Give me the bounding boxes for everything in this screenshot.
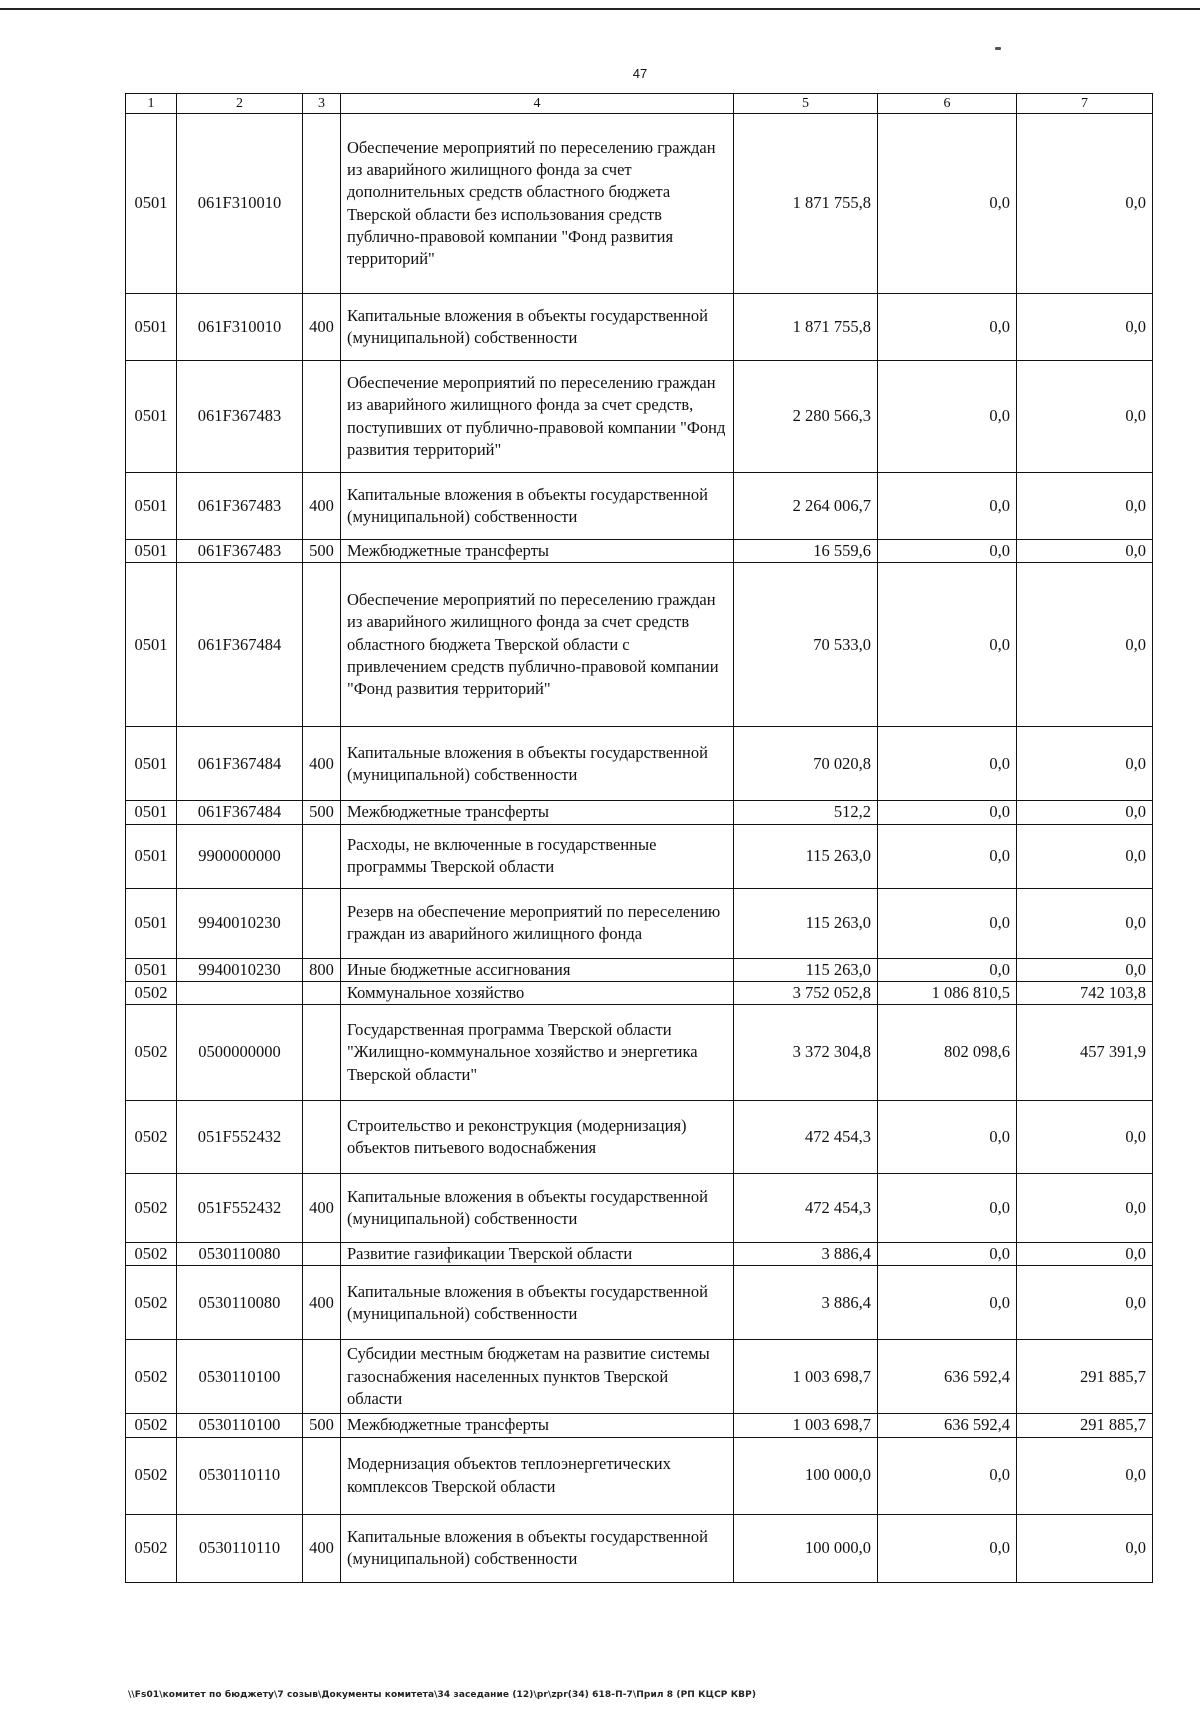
amount-col7-cell: 0,0 bbox=[1017, 361, 1153, 473]
section-code-cell: 0502 bbox=[126, 1340, 177, 1414]
amount-col6-cell: 0,0 bbox=[878, 958, 1017, 981]
amount-col7-cell: 0,0 bbox=[1017, 958, 1153, 981]
amount-col6-cell: 0,0 bbox=[878, 1266, 1017, 1340]
table-row bbox=[126, 801, 1153, 824]
expense-type-code-cell bbox=[303, 824, 341, 888]
description-cell: Капитальные вложения в объекты государственной (муниципальной) собственности bbox=[341, 1514, 734, 1582]
amount-col5-cell: 512,2 bbox=[734, 801, 878, 824]
target-article-code-cell: 9940010230 bbox=[177, 958, 303, 981]
section-code-cell: 0502 bbox=[126, 1005, 177, 1101]
table-row bbox=[126, 294, 1153, 361]
section-code-cell: 0502 bbox=[126, 1174, 177, 1243]
description-cell: Капитальные вложения в объекты государственной (муниципальной) собственности bbox=[341, 473, 734, 540]
table-row bbox=[126, 1243, 1153, 1266]
description-cell: Капитальные вложения в объекты государственной (муниципальной) собственности bbox=[341, 294, 734, 361]
amount-col6-cell: 636 592,4 bbox=[878, 1414, 1017, 1437]
amount-col5-cell: 472 454,3 bbox=[734, 1101, 878, 1174]
target-article-code-cell: 061F310010 bbox=[177, 294, 303, 361]
table-row bbox=[126, 1437, 1153, 1514]
amount-col5-cell: 3 752 052,8 bbox=[734, 981, 878, 1004]
expense-type-code-cell bbox=[303, 1340, 341, 1414]
expense-type-code-cell bbox=[303, 1101, 341, 1174]
scan-top-edge-line bbox=[0, 8, 1200, 10]
section-code-cell: 0501 bbox=[126, 888, 177, 958]
target-article-code-cell: 0530110080 bbox=[177, 1266, 303, 1340]
header-col-3: 3 bbox=[303, 94, 341, 114]
amount-col5-cell: 3 886,4 bbox=[734, 1266, 878, 1340]
target-article-code-cell: 051F552432 bbox=[177, 1101, 303, 1174]
target-article-code-cell: 061F367484 bbox=[177, 563, 303, 727]
description-cell: Развитие газификации Тверской области bbox=[341, 1243, 734, 1266]
description-cell: Межбюджетные трансферты bbox=[341, 540, 734, 563]
expense-type-code-cell: 500 bbox=[303, 801, 341, 824]
table-row bbox=[126, 361, 1153, 473]
description-cell: Иные бюджетные ассигнования bbox=[341, 958, 734, 981]
amount-col6-cell: 0,0 bbox=[878, 563, 1017, 727]
amount-col6-cell: 0,0 bbox=[878, 888, 1017, 958]
target-article-code-cell: 061F367484 bbox=[177, 801, 303, 824]
amount-col6-cell: 0,0 bbox=[878, 473, 1017, 540]
amount-col7-cell: 0,0 bbox=[1017, 1101, 1153, 1174]
expense-type-code-cell: 500 bbox=[303, 540, 341, 563]
amount-col6-cell: 0,0 bbox=[878, 1101, 1017, 1174]
target-article-code-cell: 051F552432 bbox=[177, 1174, 303, 1243]
table-body bbox=[126, 114, 1153, 1583]
section-code-cell: 0501 bbox=[126, 473, 177, 540]
amount-col7-cell: 0,0 bbox=[1017, 1514, 1153, 1582]
section-code-cell: 0501 bbox=[126, 361, 177, 473]
budget-table bbox=[125, 93, 1153, 1583]
table-row bbox=[126, 1101, 1153, 1174]
description-cell: Межбюджетные трансферты bbox=[341, 1414, 734, 1437]
amount-col6-cell: 0,0 bbox=[878, 824, 1017, 888]
amount-col5-cell: 115 263,0 bbox=[734, 888, 878, 958]
description-cell: Обеспечение мероприятий по переселению граждан из аварийного жилищного фонда за счет средств областного бюджета Тверской области с привлечением средств публично-правовой компании "Фонд развития территорий" bbox=[341, 563, 734, 727]
amount-col6-cell: 802 098,6 bbox=[878, 1005, 1017, 1101]
amount-col6-cell: 636 592,4 bbox=[878, 1340, 1017, 1414]
table-row bbox=[126, 1340, 1153, 1414]
amount-col7-cell: 0,0 bbox=[1017, 801, 1153, 824]
amount-col5-cell: 1 003 698,7 bbox=[734, 1340, 878, 1414]
target-article-code-cell: 0530110080 bbox=[177, 1243, 303, 1266]
section-code-cell: 0502 bbox=[126, 1243, 177, 1266]
description-cell: Государственная программа Тверской области "Жилищно-коммунальное хозяйство и энергетика Тверской области" bbox=[341, 1005, 734, 1101]
target-article-code-cell: 061F310010 bbox=[177, 114, 303, 294]
expense-type-code-cell: 400 bbox=[303, 294, 341, 361]
description-cell: Расходы, не включенные в государственные программы Тверской области bbox=[341, 824, 734, 888]
amount-col5-cell: 472 454,3 bbox=[734, 1174, 878, 1243]
target-article-code-cell: 061F367483 bbox=[177, 540, 303, 563]
amount-col5-cell: 70 533,0 bbox=[734, 563, 878, 727]
target-article-code-cell: 061F367483 bbox=[177, 473, 303, 540]
amount-col6-cell: 0,0 bbox=[878, 361, 1017, 473]
section-code-cell: 0502 bbox=[126, 1414, 177, 1437]
table-row bbox=[126, 824, 1153, 888]
amount-col7-cell: 0,0 bbox=[1017, 1437, 1153, 1514]
amount-col6-cell: 0,0 bbox=[878, 114, 1017, 294]
amount-col7-cell: 291 885,7 bbox=[1017, 1414, 1153, 1437]
amount-col6-cell: 0,0 bbox=[878, 540, 1017, 563]
amount-col7-cell: 0,0 bbox=[1017, 114, 1153, 294]
section-code-cell: 0502 bbox=[126, 1101, 177, 1174]
header-col-5: 5 bbox=[734, 94, 878, 114]
amount-col7-cell: 0,0 bbox=[1017, 888, 1153, 958]
amount-col5-cell: 3 886,4 bbox=[734, 1243, 878, 1266]
section-code-cell: 0502 bbox=[126, 1437, 177, 1514]
description-cell: Строительство и реконструкция (модернизация) объектов питьевого водоснабжения bbox=[341, 1101, 734, 1174]
scan-speck bbox=[995, 47, 1001, 50]
expense-type-code-cell bbox=[303, 1005, 341, 1101]
section-code-cell: 0501 bbox=[126, 294, 177, 361]
expense-type-code-cell bbox=[303, 361, 341, 473]
section-code-cell: 0501 bbox=[126, 563, 177, 727]
amount-col6-cell: 0,0 bbox=[878, 1243, 1017, 1266]
amount-col5-cell: 2 264 006,7 bbox=[734, 473, 878, 540]
expense-type-code-cell bbox=[303, 1243, 341, 1266]
header-row bbox=[126, 94, 1153, 114]
amount-col7-cell: 0,0 bbox=[1017, 563, 1153, 727]
expense-type-code-cell bbox=[303, 981, 341, 1004]
amount-col5-cell: 115 263,0 bbox=[734, 824, 878, 888]
description-cell: Коммунальное хозяйство bbox=[341, 981, 734, 1004]
target-article-code-cell: 0530110100 bbox=[177, 1340, 303, 1414]
expense-type-code-cell bbox=[303, 563, 341, 727]
table-row bbox=[126, 1414, 1153, 1437]
amount-col7-cell: 457 391,9 bbox=[1017, 1005, 1153, 1101]
amount-col7-cell: 0,0 bbox=[1017, 294, 1153, 361]
table-row bbox=[126, 473, 1153, 540]
section-code-cell: 0501 bbox=[126, 114, 177, 294]
amount-col6-cell: 0,0 bbox=[878, 801, 1017, 824]
target-article-code-cell: 0530110100 bbox=[177, 1414, 303, 1437]
amount-col7-cell: 0,0 bbox=[1017, 1266, 1153, 1340]
section-code-cell: 0501 bbox=[126, 727, 177, 801]
expense-type-code-cell: 400 bbox=[303, 1514, 341, 1582]
amount-col5-cell: 16 559,6 bbox=[734, 540, 878, 563]
section-code-cell: 0502 bbox=[126, 981, 177, 1004]
amount-col6-cell: 0,0 bbox=[878, 294, 1017, 361]
description-cell: Обеспечение мероприятий по переселению граждан из аварийного жилищного фонда за счет средств, поступивших от публично-правовой компании "Фонд развития территорий" bbox=[341, 361, 734, 473]
amount-col6-cell: 0,0 bbox=[878, 1514, 1017, 1582]
target-article-code-cell: 061F367484 bbox=[177, 727, 303, 801]
amount-col5-cell: 2 280 566,3 bbox=[734, 361, 878, 473]
amount-col7-cell: 0,0 bbox=[1017, 1174, 1153, 1243]
table-row bbox=[126, 958, 1153, 981]
amount-col7-cell: 742 103,8 bbox=[1017, 981, 1153, 1004]
amount-col6-cell: 0,0 bbox=[878, 1437, 1017, 1514]
description-cell: Капитальные вложения в объекты государственной (муниципальной) собственности bbox=[341, 727, 734, 801]
amount-col6-cell: 0,0 bbox=[878, 727, 1017, 801]
header-col-6: 6 bbox=[878, 94, 1017, 114]
target-article-code-cell: 0530110110 bbox=[177, 1514, 303, 1582]
description-cell: Капитальные вложения в объекты государственной (муниципальной) собственности bbox=[341, 1266, 734, 1340]
description-cell: Резерв на обеспечение мероприятий по переселению граждан из аварийного жилищного фонда bbox=[341, 888, 734, 958]
amount-col7-cell: 0,0 bbox=[1017, 540, 1153, 563]
expense-type-code-cell: 400 bbox=[303, 473, 341, 540]
target-article-code-cell bbox=[177, 981, 303, 1004]
table-row bbox=[126, 563, 1153, 727]
footer-file-path: \\Fs01\комитет по бюджету\7 созыв\Документы комитета\34 заседание (12)\pr\zpr(34) 618-П-7\Прил 8 (РП КЦСР КВР) bbox=[128, 1690, 757, 1700]
target-article-code-cell: 9900000000 bbox=[177, 824, 303, 888]
amount-col7-cell: 0,0 bbox=[1017, 1243, 1153, 1266]
description-cell: Субсидии местным бюджетам на развитие системы газоснабжения населенных пунктов Тверской области bbox=[341, 1340, 734, 1414]
table-row bbox=[126, 888, 1153, 958]
table-row bbox=[126, 540, 1153, 563]
section-code-cell: 0501 bbox=[126, 958, 177, 981]
description-cell: Модернизация объектов теплоэнергетических комплексов Тверской области bbox=[341, 1437, 734, 1514]
table-row bbox=[126, 1266, 1153, 1340]
expense-type-code-cell: 400 bbox=[303, 1266, 341, 1340]
expense-type-code-cell: 800 bbox=[303, 958, 341, 981]
amount-col5-cell: 100 000,0 bbox=[734, 1437, 878, 1514]
table-row bbox=[126, 1174, 1153, 1243]
expense-type-code-cell bbox=[303, 888, 341, 958]
target-article-code-cell: 9940010230 bbox=[177, 888, 303, 958]
table-row bbox=[126, 1005, 1153, 1101]
table-row bbox=[126, 114, 1153, 294]
section-code-cell: 0502 bbox=[126, 1514, 177, 1582]
section-code-cell: 0501 bbox=[126, 824, 177, 888]
table-row bbox=[126, 727, 1153, 801]
header-col-4: 4 bbox=[341, 94, 734, 114]
table-row bbox=[126, 1514, 1153, 1582]
amount-col7-cell: 0,0 bbox=[1017, 824, 1153, 888]
amount-col7-cell: 291 885,7 bbox=[1017, 1340, 1153, 1414]
amount-col6-cell: 0,0 bbox=[878, 1174, 1017, 1243]
description-cell: Обеспечение мероприятий по переселению граждан из аварийного жилищного фонда за счет дополнительных средств областного бюджета Тверской области без использования средств публично-правовой компании "Фонд развития территорий" bbox=[341, 114, 734, 294]
amount-col6-cell: 1 086 810,5 bbox=[878, 981, 1017, 1004]
description-cell: Капитальные вложения в объекты государственной (муниципальной) собственности bbox=[341, 1174, 734, 1243]
target-article-code-cell: 061F367483 bbox=[177, 361, 303, 473]
amount-col5-cell: 1 871 755,8 bbox=[734, 114, 878, 294]
description-cell: Межбюджетные трансферты bbox=[341, 801, 734, 824]
header-col-1: 1 bbox=[126, 94, 177, 114]
amount-col7-cell: 0,0 bbox=[1017, 473, 1153, 540]
section-code-cell: 0501 bbox=[126, 540, 177, 563]
table-row bbox=[126, 981, 1153, 1004]
target-article-code-cell: 0530110110 bbox=[177, 1437, 303, 1514]
amount-col5-cell: 115 263,0 bbox=[734, 958, 878, 981]
amount-col5-cell: 70 020,8 bbox=[734, 727, 878, 801]
expense-type-code-cell: 400 bbox=[303, 1174, 341, 1243]
amount-col5-cell: 100 000,0 bbox=[734, 1514, 878, 1582]
amount-col5-cell: 1 003 698,7 bbox=[734, 1414, 878, 1437]
expense-type-code-cell bbox=[303, 114, 341, 294]
header-col-7: 7 bbox=[1017, 94, 1153, 114]
amount-col5-cell: 3 372 304,8 bbox=[734, 1005, 878, 1101]
expense-type-code-cell bbox=[303, 1437, 341, 1514]
expense-type-code-cell: 400 bbox=[303, 727, 341, 801]
amount-col5-cell: 1 871 755,8 bbox=[734, 294, 878, 361]
section-code-cell: 0502 bbox=[126, 1266, 177, 1340]
target-article-code-cell: 0500000000 bbox=[177, 1005, 303, 1101]
header-col-2: 2 bbox=[177, 94, 303, 114]
section-code-cell: 0501 bbox=[126, 801, 177, 824]
amount-col7-cell: 0,0 bbox=[1017, 727, 1153, 801]
page-number: 47 bbox=[632, 66, 648, 81]
expense-type-code-cell: 500 bbox=[303, 1414, 341, 1437]
